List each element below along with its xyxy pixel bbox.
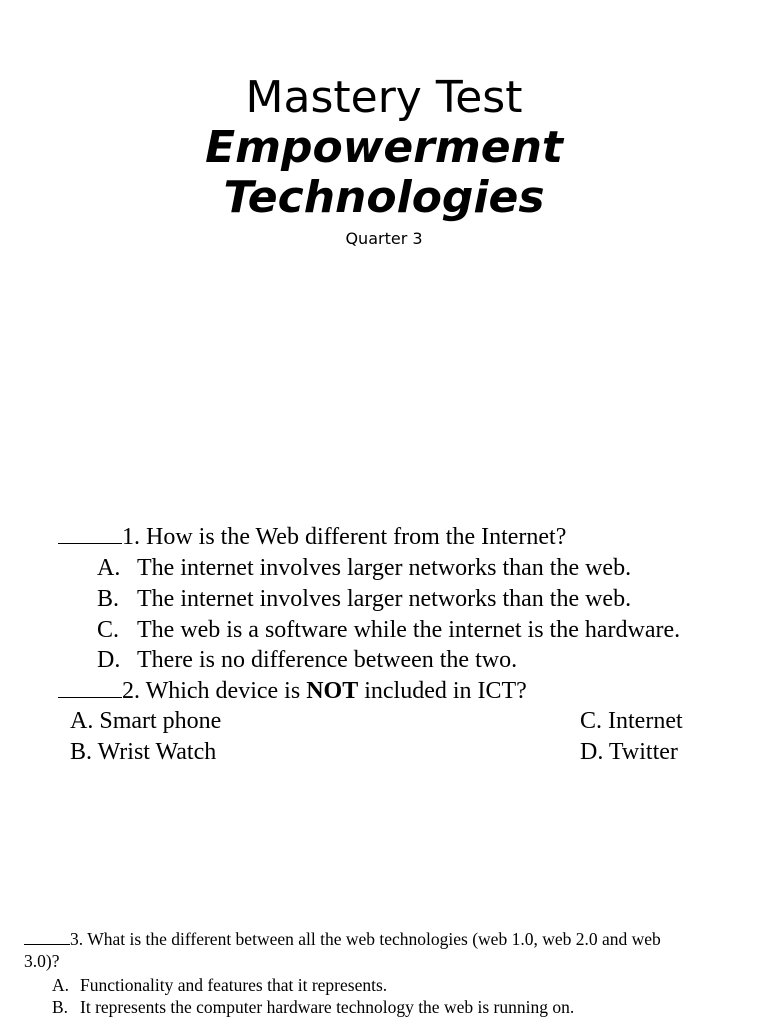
option-text: The web is a software while the internet is the hardware. (137, 617, 681, 643)
question-1-option-b (97, 584, 631, 614)
question-3-line-1 (24, 928, 661, 950)
answer-blank-2 (58, 697, 122, 698)
option-letter: D. (580, 739, 604, 765)
question-1-option-d (97, 645, 517, 675)
question-2 (58, 676, 527, 706)
question-2-option-a (70, 706, 221, 736)
option-letter: A. (52, 975, 70, 995)
option-letter: B. (70, 739, 93, 765)
question-2-option-b (70, 737, 216, 767)
option-text: Functionality and features that it represents. (80, 975, 388, 995)
question-3-text-line-2: 3.0)? (24, 951, 60, 971)
option-text: Wrist Watch (97, 739, 217, 765)
option-letter: A. (70, 708, 94, 734)
option-text: Smart phone (99, 708, 222, 734)
question-3-option-a (52, 974, 387, 996)
question-2-number: 2. (122, 678, 140, 704)
question-2-text-after: included in ICT? (358, 678, 527, 704)
subject-title-line-1: Empowerment (205, 122, 563, 173)
option-text: The internet involves larger networks than the web. (137, 586, 632, 612)
option-text: It represents the computer hardware technology the web is running on. (80, 997, 575, 1017)
answer-blank-1 (58, 543, 122, 544)
answer-blank-3 (24, 944, 70, 945)
question-2-text-before: Which device is (145, 678, 307, 704)
quarter-label: Quarter 3 (345, 229, 423, 248)
question-1-number: 1. (122, 524, 140, 550)
question-1-option-a (97, 553, 631, 583)
question-3-text-line-1: What is the different between all the web technologies (web 1.0, web 2.0 and web (87, 929, 661, 949)
question-3-option-b (52, 996, 574, 1018)
question-3-line-2 (24, 950, 59, 972)
question-2-option-c (580, 706, 683, 736)
option-text: Twitter (608, 739, 678, 765)
subject-title-line-2: Technologies (223, 172, 545, 223)
question-3-number: 3. (70, 929, 84, 949)
option-letter: D. (97, 647, 121, 673)
question-1-text: How is the Web different from the Internet? (146, 524, 567, 550)
question-1 (58, 522, 566, 552)
question-2-option-d (580, 737, 678, 767)
option-letter: B. (97, 586, 120, 612)
page-title: Mastery Test (245, 72, 523, 123)
option-text: The internet involves larger networks than the web. (137, 555, 632, 581)
option-letter: A. (97, 555, 121, 581)
option-text: There is no difference between the two. (137, 647, 518, 673)
option-letter: B. (52, 997, 69, 1017)
option-letter: C. (580, 708, 603, 734)
option-text: Internet (608, 708, 683, 734)
question-2-text-bold: NOT (306, 678, 359, 704)
option-letter: C. (97, 617, 120, 643)
question-1-option-c (97, 615, 680, 645)
